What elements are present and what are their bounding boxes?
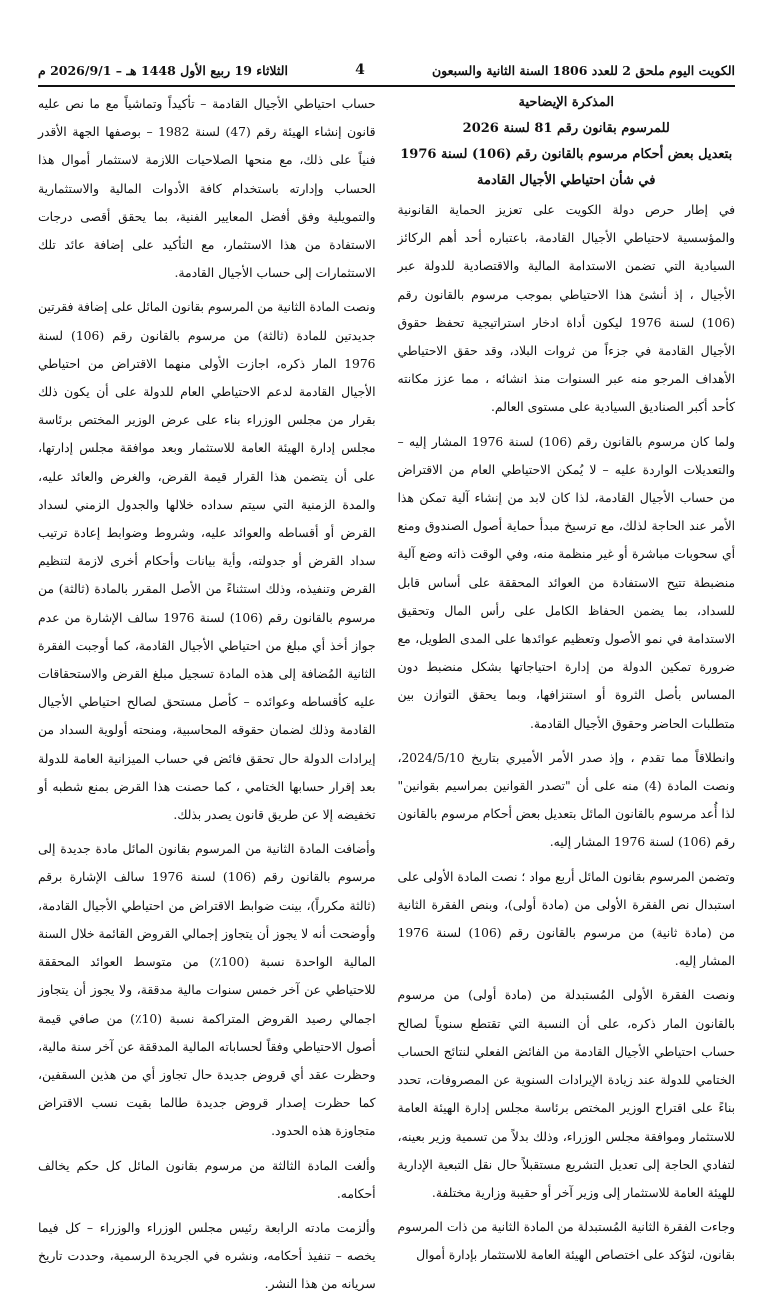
paragraph: وجاءت الفقرة الثانية المُستبدلة من المادة الثانية من ذات المرسوم بقانون، لتؤكد على اختصاص الهيئة العامة للاستثمار بإدارة أموال	[397, 1220, 735, 1263]
paragraph: ونصت المادة الثانية من المرسوم بقانون المائل على إضافة فقرتين جديدتين للمادة (ثالثة) من مرسوم بالقانون رقم (106) لسنة 1976 المار ذكره، اجازت الأولى منهما الاقتراض من احتياطي الأجيال القادمة لدعم الاحتياطي العام للدولة على أن يكون ذلك بقرار من مجلس الوزراء بناء على عرض الوزير المختص برئاسة مجلس إدارة الهيئة العامة للاستثمار وبعد موافقة مجلس إدارتها، على أن يتضمن هذا القرار قيمة القرض، والغرض والعائد عليه، والمدة الزمنية التي سيتم سداده خلالها والجدول الزمني لسداد القرض أو أقساطه والعوائد عليه، وشروط وضوابط إعادة ترتيب سداد القرض أو جدولته، وأية بيانات وأحكام أخرى لازمة لتنظيم القرض وتنفيذه، وذلك استثناءً من الأصل المقرر بالمادة (ثالثة) من مرسوم بالقانون رقم (106) لسنة 1976 سالف الإشارة من عدم جواز أخذ أي مبلغ من احتياطي الأجيال القادمة، كما أوجبت الفقرة الثانية المُضافة إلى هذه المادة تسجيل مبلغ القرض والاستحقاقات عليه كأقساطه وعوائده – كأصل مستحق لصالح احتياطي الأجيال القادمة وذلك لضمان حقوقه المحاسبية، ومنحته أولوية السداد من إيرادات الدولة حال تحقق فائض في حساب الميزانية العامة للدولة بعد إقرار حسابها الختامي ، كما حصنت هذا القرض بمنع شطبه أو تخفيضه إلا عن طريق قانون يصدر بذلك.	[38, 300, 376, 823]
memo-subject-line: في شأن احتياطي الأجيال القادمة	[477, 173, 656, 188]
paragraph: وألغت المادة الثالثة من مرسوم بقانون المائل كل حكم يخالف أحكامه.	[38, 1158, 376, 1201]
header-date: الثلاثاء 19 ربيع الأول 1448 هـ – 2026/9/1 م	[38, 62, 288, 78]
header-issue-info: الكويت اليوم ملحق 2 للعدد 1806 السنة الثانية والسبعون	[431, 62, 735, 78]
memo-title: المذكرة الإيضاحية	[518, 95, 614, 110]
memo-subject-line: بتعديل بعض أحكام مرسوم بالقانون رقم (106) لسنة 1976	[400, 147, 733, 162]
paragraph: وألزمت مادته الرابعة رئيس مجلس الوزراء والوزراء – كل فيما يخصه – تنفيذ أحكامه، ونشره في الجريدة الرسمية، وحددت تاريخ سريانه من هذا النشر.	[38, 1220, 376, 1292]
memo-heading	[398, 90, 736, 194]
paragraph: ولما كان مرسوم بالقانون رقم (106) لسنة 1976 المشار إليه – والتعديلات الواردة عليه – لا يُمكن الاحتياطي العام من الاقتراض من حساب الأجيال القادمة، لذا كان لابد من إنشاء آلية تمكن هذا الأمر عند الحاجة لذلك، مع ترسيخ مبدأ حماية أصول الصندوق ومنع أي سحوبات مباشرة أو غير منظمة منه، وفي الوقت ذاته وضع آلية منضبطة تتيح الاستفادة من العوائد المحققة على أساس قابل للسداد، بما يضمن الحفاظ الكامل على رأس المال وتحقيق الاستدامة في نمو الأصول وتعظيم عوائدها على المدى الطويل، مع ضرورة تمكين الدولة من إدارة احتياجاتها بشكل منضبط دون المساس بأصل الثروة أو استنزافها، وبما يحقق التوازن بين متطلبات الحاضر وحقوق الأجيال القادمة.	[397, 434, 735, 731]
article-body	[38, 90, 735, 1292]
page-number: 4	[355, 62, 365, 78]
paragraph: حساب احتياطي الأجيال القادمة – تأكيداً وتماشياً مع ما نص عليه قانون إنشاء الهيئة رقم (47) لسنة 1982 – بوصفها الجهة الأقدر فنياً على ذلك، مع منحها الصلاحيات اللازمة لاستثمار أموال هذا الحساب وإدارته باستخدام كافة الأدوات المالية والاستثمارية والتمويلية وفق أفضل المعايير الفنية، بما يحقق أقصى درجات الاستفادة من هذا الاستثمار، مع التأكيد على إضافة عائد تلك الاستثمارات إلى حساب الأجيال القادمة.	[38, 97, 376, 281]
memo-decree-line: للمرسوم بقانون رقم 81 لسنة 2026	[462, 121, 670, 136]
page-header	[38, 56, 735, 84]
paragraph: وانطلاقاً مما تقدم ، وإذ صدر الأمر الأميري بتاريخ 2024/5/10، ونصت المادة (4) منه على أن "تصدر القوانين بمراسيم بقوانين" لذا أُعد مرسوم بالقانون المائل بتعديل بعض أحكام مرسوم بالقانون رقم (106) لسنة 1976 المشار إليه.	[397, 750, 735, 850]
left-column	[38, 90, 376, 1292]
header-rule	[38, 85, 735, 87]
paragraph: في إطار حرص دولة الكويت على تعزيز الحماية القانونية والمؤسسية لاحتياطي الأجيال القادمة، باعتباره أحد أهم الركائز السيادية التي تضمن الاستدامة المالية والاقتصادية للدولة عبر الأجيال ، إذ أنشئ هذا الاحتياطي بموجب مرسوم بالقانون رقم (106) لسنة 1976 ليكون أداة ادخار استراتيجية تحفظ حقوق الأجيال القادمة في جزءاً من ثروات البلاد، وقد حقق الاحتياطي الأهداف المرجو منه عبر السنوات منذ انشائه ، مما عزز مكانته كأحد أكبر الصناديق السيادية على مستوى العالم.	[397, 203, 735, 415]
paragraph: وأضافت المادة الثانية من المرسوم بقانون المائل مادة جديدة إلى مرسوم بالقانون رقم (106) لسنة 1976 سالف الإشارة برقم (ثالثة مكرراً)، بينت ضوابط الاقتراض من احتياطي الأجيال القادمة، وأوضحت أنه لا يجوز أن يتجاوز إجمالي القروض القائمة خلال السنة المالية الواحدة نسبة (100٪) من متوسط العوائد المحققة للاحتياطي عن آخر خمس سنوات مالية مدققة، ولا يجوز أن يتجاوز اجمالي رصيد القروض المتراكمة نسبة (10٪) من صافي قيمة أصول الاحتياطي وفقاً لحساباته المالية المدققة عن آخر سنة مالية، وحظرت عقد أي قروض جديدة حال تجاوز أي من هذين السقفين، كما حظرت إصدار قروض جديدة طالما بقيت نسب الاقتراض متجاوزة هذه الحدود.	[38, 842, 376, 1139]
right-column	[397, 90, 736, 1263]
paragraph: ونصت الفقرة الأولى المُستبدلة من (مادة أولى) من مرسوم بالقانون المار ذكره، على أن النسبة التي تقتطع سنوياً لصالح حساب احتياطي الأجيال القادمة من الفائض الفعلي لنتائج الحساب الختامي للدولة عند زيادة الإيرادات السنوية عن المصروفات، تحدد بناءً على اقتراح الوزير المختص برئاسة مجلس إدارة الهيئة العامة للاستثمار وموافقة مجلس الوزراء، وذلك بدلاً من تسمية وزير بعينه، لتفادي الحاجة إلى تعديل التشريع مستقبلاً حال نقل التبعية الإدارية للهيئة العامة للاستثمار إلى وزير آخر أو حقيبة وزارية مختلفة.	[397, 988, 735, 1200]
paragraph: وتضمن المرسوم بقانون المائل أربع مواد ؛ نصت المادة الأولى على استبدال نص الفقرة الأولى من (مادة أولى)، وبنص الفقرة الثانية من (مادة ثانية) من مرسوم بالقانون رقم (106) لسنة 1976 المشار إليه.	[397, 869, 735, 969]
